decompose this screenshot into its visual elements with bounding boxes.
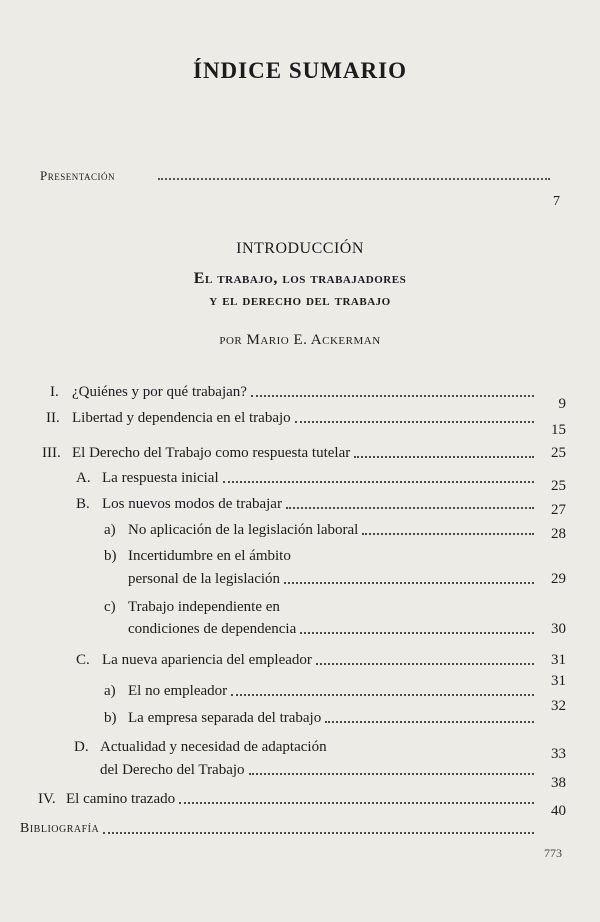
entry-text: La empresa separada del trabajo [128, 710, 322, 726]
dot-leader [286, 507, 534, 509]
entry-text: ¿Quiénes y por qué trabajan? [72, 384, 247, 400]
entry-page: 30 [551, 621, 566, 637]
entry-label: Presentación [40, 168, 116, 183]
dot-leader [179, 802, 534, 804]
toc-entry-first-line [104, 597, 280, 617]
entry-page: 31 [551, 673, 566, 689]
toc-entry [42, 443, 566, 463]
entry-page: 28 [551, 526, 566, 542]
dot-leader [316, 663, 534, 665]
dot-leader [231, 694, 534, 696]
entry-page: 38 [551, 775, 566, 791]
toc-entry [104, 698, 566, 728]
entry-page: 27 [551, 502, 566, 518]
dot-leader [300, 632, 534, 634]
section-subtitle-line2: y el derecho del trabajo [209, 292, 391, 309]
dot-leader [325, 721, 534, 723]
toc-entry [104, 520, 566, 540]
author-line: por Mario E. Ackerman [219, 332, 381, 348]
toc-entry-first-line [104, 546, 291, 566]
entry-text-line1: Trabajo independiente en [128, 599, 280, 615]
dot-leader [354, 456, 534, 458]
entry-text: No aplicación de la legislación laboral [128, 522, 359, 538]
entry-number: B. [76, 496, 90, 512]
entry-number: a) [104, 683, 116, 699]
entry-number: III. [42, 445, 61, 461]
entry-page: 33 [551, 746, 566, 762]
entry-text: El no empleador [128, 683, 228, 699]
dot-leader [295, 421, 534, 423]
entry-page: 9 [558, 396, 566, 412]
entry-text: Libertad y dependencia en el trabajo [72, 410, 291, 426]
entry-text: Los nuevos modos de trabajar [102, 496, 282, 512]
dot-leader [251, 395, 534, 397]
section-subtitle-line1: El trabajo, los trabajadores [193, 270, 407, 287]
dot-leader [249, 773, 534, 775]
dot-leader [103, 832, 534, 834]
toc-entry [50, 382, 566, 412]
entry-number: c) [104, 599, 116, 615]
entry-number: I. [50, 384, 59, 400]
entry-number: IV. [38, 791, 56, 807]
entry-text-line1: Incertidumbre en el ámbito [128, 548, 291, 564]
section-heading: INTRODUCCIÓN [236, 240, 364, 257]
dot-leader [223, 481, 534, 483]
entry-page: 15 [551, 422, 566, 438]
entry-page: 31 [551, 652, 566, 668]
dot-leader [284, 582, 534, 584]
entry-text-line1: Actualidad y necesidad de adaptación [100, 739, 327, 755]
entry-text: personal de la legislación [128, 571, 281, 587]
entry-number: b) [104, 548, 117, 564]
toc-entry [76, 494, 566, 518]
toc-entry-presentation [40, 168, 560, 208]
toc-entry [76, 650, 566, 670]
entry-page: 32 [551, 698, 566, 714]
page-title: ÍNDICE SUMARIO [193, 58, 407, 83]
entry-text: El camino trazado [66, 791, 176, 807]
entry-text: El Derecho del Trabajo como respuesta tutelar [72, 445, 351, 461]
entry-page: 25 [551, 445, 566, 461]
toc-entry [128, 569, 566, 589]
entry-number: D. [74, 739, 89, 755]
page-number: 773 [544, 846, 562, 860]
toc-entry-first-line [74, 737, 327, 757]
dot-leader [362, 533, 534, 535]
entry-text: La respuesta inicial [102, 470, 219, 486]
entry-page: 7 [553, 194, 560, 209]
entry-number: II. [46, 410, 60, 426]
entry-text: condiciones de dependencia [128, 621, 297, 637]
entry-text: La nueva apariencia del empleador [102, 652, 312, 668]
entry-text: del Derecho del Trabajo [100, 762, 245, 778]
dot-leader [158, 178, 550, 180]
entry-number: b) [104, 710, 117, 726]
entry-page: 40 [551, 803, 566, 819]
entry-text: Bibliografía [20, 821, 100, 836]
entry-number: C. [76, 652, 90, 668]
entry-number: a) [104, 522, 116, 538]
toc-entry [46, 408, 566, 438]
entry-number: A. [76, 470, 91, 486]
toc-entry [38, 775, 566, 809]
toc-entry [76, 468, 566, 494]
toc-entry-bibliography [20, 803, 566, 839]
toc-entry [128, 619, 566, 639]
toc-entry [104, 673, 566, 701]
entry-page: 29 [551, 571, 566, 587]
entry-page: 25 [551, 478, 566, 494]
